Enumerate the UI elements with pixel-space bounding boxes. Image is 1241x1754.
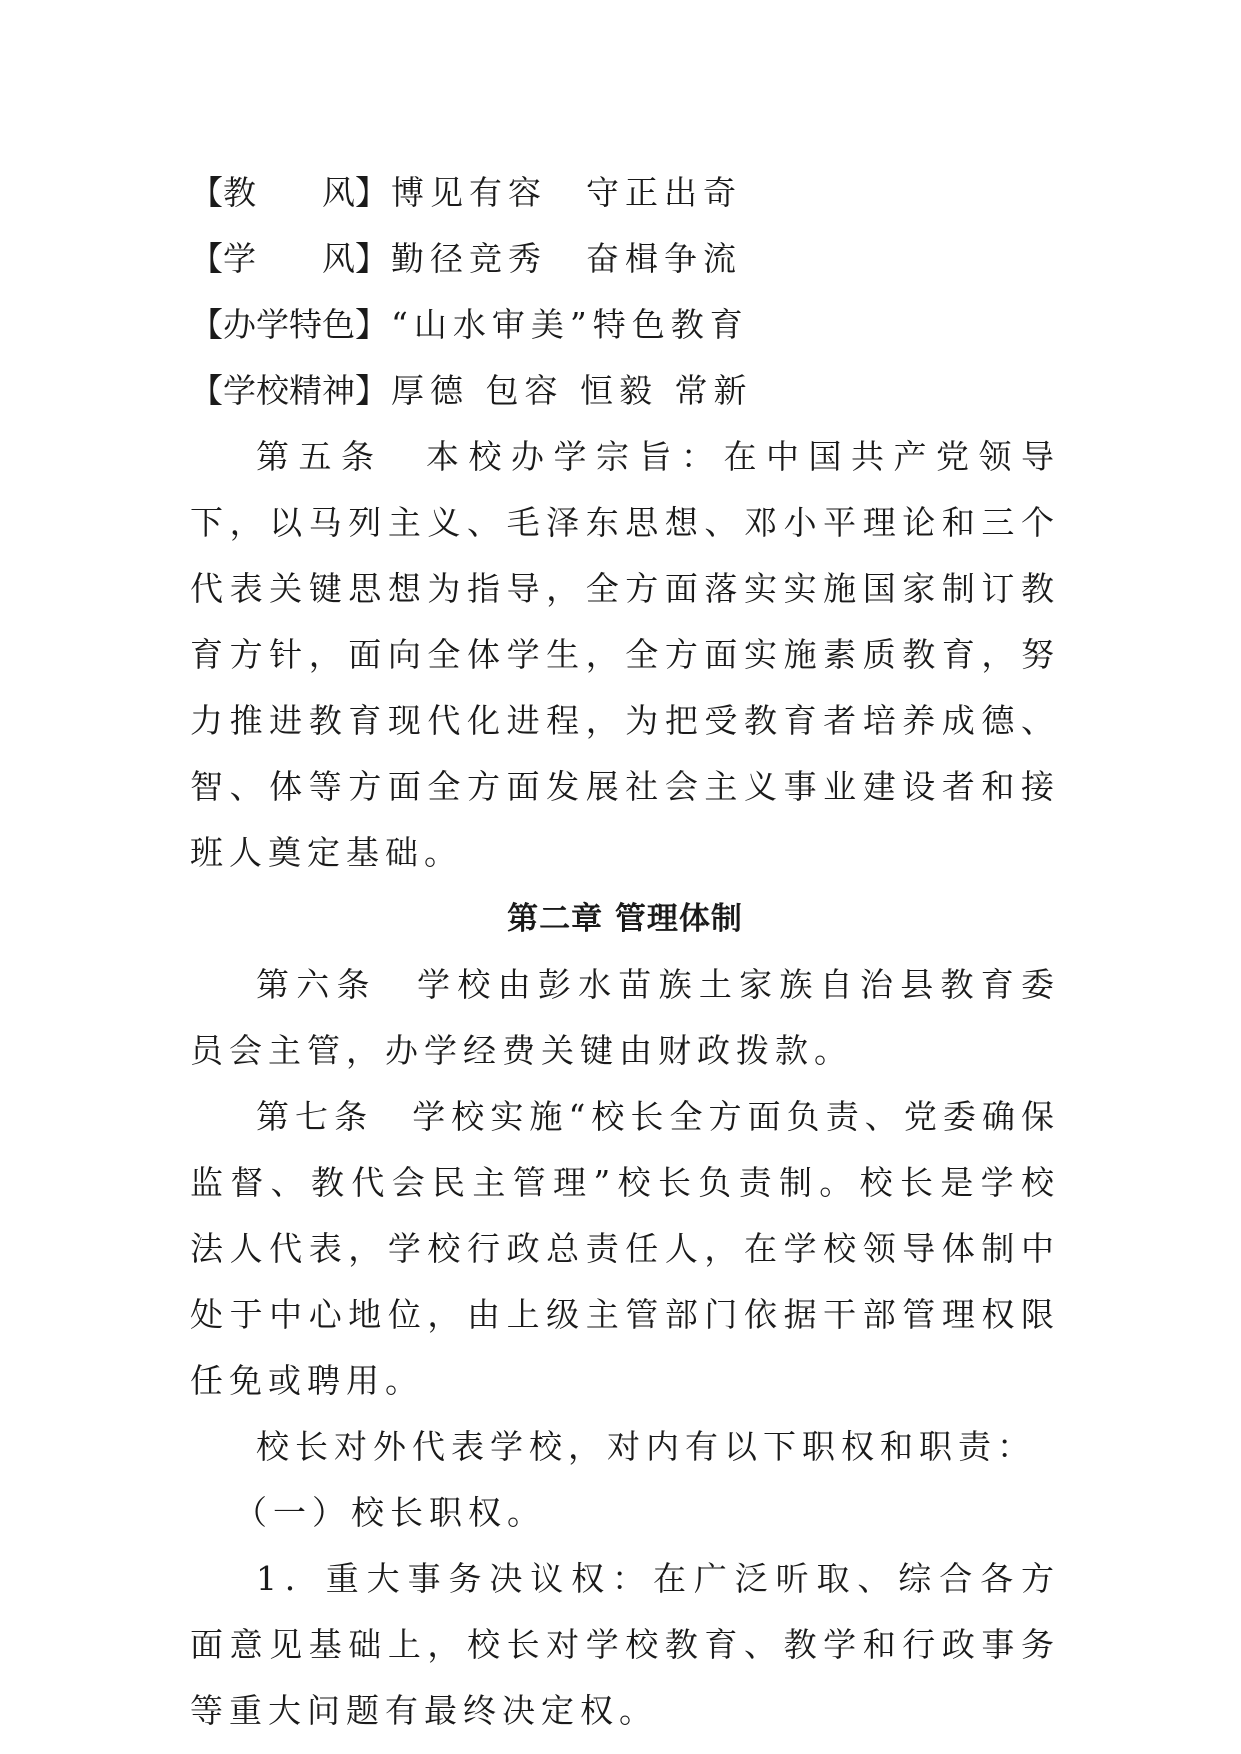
- motto-label: 【办学特色】: [190, 305, 388, 344]
- principal-intro-paragraph: 校长对外代表学校，对内有以下职权和职责：: [256, 1427, 1036, 1466]
- motto-value: “山水审美”特色教育: [391, 305, 749, 344]
- motto-value: 勤径竞秀 奋楫争流: [391, 239, 742, 278]
- article-5-paragraph: 第五条 本校办学宗旨：在中国共产党领导下，以马列主义、毛泽东思想、邓小平理论和三个代表关键思想为指导，全方面落实实施国家制订教育方针，面向全体学生，全方面实施素质教育，努力推进教育现代化进程，为把受教育者培养成德、智、体等方面全方面发展社会主义事业建设者和接班人奠定基础。: [190, 437, 1060, 872]
- article-6-paragraph: 第六条 学校由彭水苗族土家族自治县教育委员会主管，办学经费关键由财政拨款。: [190, 965, 1060, 1070]
- motto-label: 【学校精神】: [190, 371, 388, 410]
- motto-value: 博见有容 守正出奇: [391, 173, 742, 212]
- item-1-paragraph: 1．重大事务决议权：在广泛听取、综合各方面意见基础上，校长对学校教育、教学和行政事务等重大问题有最终决定权。: [190, 1559, 1060, 1730]
- section-heading: （一）校长职权。: [234, 1493, 546, 1532]
- motto-learning-style: [190, 226, 1060, 292]
- motto-school-spirit: [190, 358, 1060, 424]
- article-7-paragraph: 第七条 学校实施“校长全方面负责、党委确保监督、教代会民主管理”校长负责制。校长是学校法人代表，学校行政总责任人，在学校领导体制中处于中心地位，由上级主管部门依据干部管理权限任免或聘用。: [190, 1097, 1060, 1400]
- motto-value: 厚德 包容 恒毅 常新: [391, 371, 753, 410]
- motto-label: 【教 风】: [190, 173, 388, 212]
- chapter-title: 第二章 管理体制: [507, 901, 743, 937]
- motto-label: 【学 风】: [190, 239, 388, 278]
- document-page: [190, 160, 1060, 1744]
- motto-teaching-style: [190, 160, 1060, 226]
- motto-school-feature: [190, 292, 1060, 358]
